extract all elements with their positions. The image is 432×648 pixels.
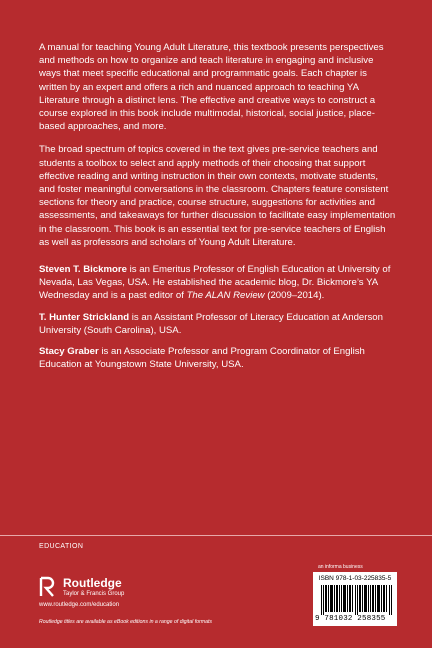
subject-category: EDUCATION xyxy=(39,543,84,550)
author-bio-text: is an Associate Professor and Program Coordinator of English Education at Youngstown State University, USA. xyxy=(39,346,365,371)
publisher-website: www.routledge.com/education xyxy=(39,602,120,608)
author-bio-text-end: (2009–2014). xyxy=(264,290,325,302)
author-bio-text: is an Assistant Professor of Literacy Education at Anderson University (South Carolina), USA. xyxy=(39,311,383,336)
barcode-icon xyxy=(321,585,393,615)
informa-label: an informa business xyxy=(318,564,363,570)
routledge-logo-icon xyxy=(39,576,57,598)
publisher-block xyxy=(39,576,124,598)
footer-divider xyxy=(0,535,432,536)
barcode-digits: 9 781032 258355 xyxy=(315,615,386,623)
author-name: Steven T. Bickmore xyxy=(39,264,127,276)
author-bio-strickland xyxy=(39,311,396,337)
barcode-box xyxy=(313,572,397,626)
publisher-group: Taylor & Francis Group xyxy=(63,590,125,597)
description-paragraph-1: A manual for teaching Young Adult Literature, this textbook presents perspectives and methods on how to organize and teach literature in engaging and inclusive ways that meet specific educational and programmatic goals. Each chapter is written by an expert and offers a rich and nuanced approach to teaching YA Literature through a distinct lens. The effective and creative ways to construct a course explored in this book include multimodal, historical, social justice, place-based approaches, and more. xyxy=(39,42,384,133)
cover-text xyxy=(39,41,396,379)
author-name: T. Hunter Strickland xyxy=(39,311,130,323)
isbn-number: ISBN 978-1-03-225835-5 xyxy=(318,575,392,582)
publisher-name: Routledge xyxy=(63,575,122,590)
author-bio-text: is an Emeritus Professor of English Education at University of Nevada, Las Vegas, USA. He established the academic blog, Dr. Bickmore’s YA Wednesday and is a past editor of xyxy=(39,264,391,302)
publisher-text xyxy=(63,577,124,598)
author-bio-graber xyxy=(39,345,396,371)
journal-title: The ALAN Review xyxy=(186,290,265,302)
author-name: Stacy Graber xyxy=(39,346,99,358)
author-bio-bickmore xyxy=(39,263,396,303)
description-paragraph-2: The broad spectrum of topics covered in the text gives pre-service teachers and students a toolbox to select and apply methods of their choosing that support effective reading and writing instruction in their own contexts, motivate students, and foster meaningful conversations in the classroom. Chapters feature consistent sections for theory and practice, course structure, suggestions for activities and assessments, and takeaways for further discussion to facilitate easy implementation in the classroom. This book is an essential text for pre-service teachers of English as well as professors and scholars of Young Adult Literature. xyxy=(39,144,396,248)
ebook-note: Routledge titles are available as eBook editions in a range of digital formats xyxy=(39,619,213,625)
